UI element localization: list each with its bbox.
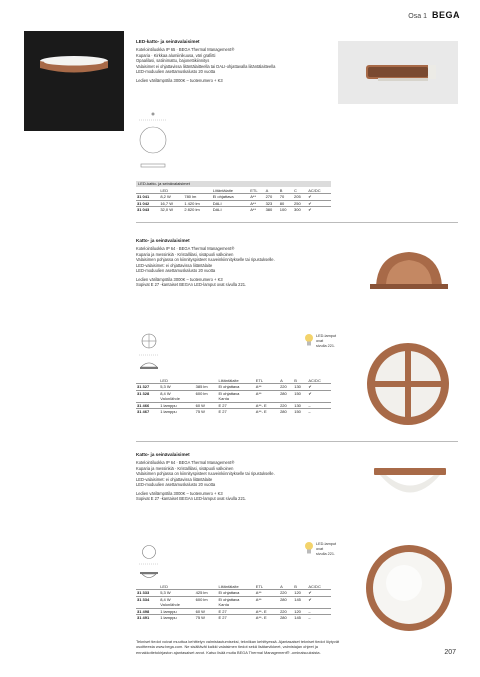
description-line: Kuparia · Kirkkaa alumiinikuusa, väri grafiitti	[136, 52, 216, 58]
col-header: A	[280, 378, 283, 383]
cell: 5,3 W	[159, 590, 194, 596]
description-line: Kotelointiluokka IP 65 · BEGA Thermal Management®	[136, 47, 235, 53]
article-number: 31 498	[136, 608, 159, 614]
dimension-drawing	[137, 545, 161, 585]
cell: 280	[279, 408, 293, 414]
page-header	[408, 9, 460, 21]
col-header: Valonlähde	[160, 602, 180, 608]
section-divider	[136, 222, 458, 223]
cell: 80	[279, 200, 293, 206]
lamp-reference-note: Sopivat E 27 -kantaiset BEGAn LED-lamput ovat sivulla 221.	[136, 496, 247, 502]
cell: DALI	[212, 207, 250, 213]
cell: 130	[293, 402, 307, 408]
cell: Ei ohjattava	[217, 596, 254, 602]
article-number: 31 043	[136, 207, 159, 213]
cell: –	[307, 614, 331, 620]
col-header: B	[279, 188, 283, 193]
led-bulb-icon	[304, 541, 314, 557]
cell: 75 W	[195, 614, 218, 620]
cell: ✔	[307, 590, 331, 596]
cell: 60 W	[195, 608, 218, 614]
col-header: A	[280, 584, 283, 589]
cell: A**- E	[255, 614, 276, 620]
cell: 323	[265, 200, 279, 206]
article-number: 31 042	[136, 200, 159, 206]
bulb-note-line: sivulla 221.	[316, 343, 335, 348]
description-line: Kuparia ja messinkiä · Kristallilasi, sisäpuoli valkoinen	[136, 465, 234, 471]
cell: 70	[279, 194, 293, 200]
cell: –	[307, 408, 331, 414]
product-photo-ceiling-dark	[24, 31, 124, 131]
cell: ✔	[307, 207, 331, 213]
section-led-ceiling-wall	[136, 39, 458, 83]
cell: A**	[255, 596, 276, 602]
cell: ✔	[307, 200, 331, 206]
footer-note	[136, 639, 426, 655]
col-header: AC/DC	[308, 188, 321, 193]
article-number: 31 334	[136, 596, 159, 602]
footer-line: Tekniset tiedot voivat muuttua kehittelyn valmistautumiseksi, tekniikan kehittyessä. Ajantasaiset tekniset tiedot löytyvät	[136, 639, 340, 644]
cell: 250	[293, 200, 307, 206]
col-header: ETL	[255, 378, 264, 383]
cell: A**	[249, 200, 264, 206]
cell: 220	[279, 384, 293, 390]
col-header: AC/DC	[308, 378, 321, 383]
cell: E 27	[217, 402, 254, 408]
cell: –	[307, 402, 331, 408]
cell: ✔	[307, 596, 331, 602]
cell: Ei ohjattava	[217, 390, 254, 396]
cell: 32,0 W	[159, 207, 183, 213]
footer-line: osoitteesta www.bega.com. Ne sisältävät kaikki valaisimen tiedot sekä lisätarvikkeet, valmistajan ohjeet ja	[136, 644, 318, 650]
col-header: Liitäntälaite	[218, 584, 239, 589]
col-header: LED	[160, 584, 168, 589]
bulb-note-line: LED-lamput	[316, 542, 337, 546]
description-line: Valaisimen pohjassa on kiinnityspisteet ruuveinkiinnitykselle tai ripustukselle.	[136, 257, 275, 263]
spec-table	[136, 378, 331, 414]
cell: 8,4 W	[159, 390, 194, 396]
cell: 16,7 W	[159, 200, 183, 206]
cell: 280	[279, 390, 293, 396]
section-title: Katto- ja seinävalaisimet	[136, 238, 190, 243]
cell: A**- E	[255, 402, 276, 408]
cell: 280	[279, 614, 293, 620]
bulb-note-line: ovat	[316, 546, 324, 551]
cell: 8,2 W	[159, 194, 183, 200]
cell: Ei ohjattava	[217, 590, 254, 596]
cell: –	[307, 608, 331, 614]
cell: 380	[265, 207, 279, 213]
article-number: 31 041	[136, 194, 159, 200]
col-header: LED	[160, 188, 169, 193]
part-label: Osa 1	[408, 13, 427, 20]
table-row	[136, 614, 331, 620]
cell: DALI	[212, 200, 250, 206]
cell: A**- E	[255, 608, 276, 614]
cell: 150	[293, 390, 307, 396]
cell: 220	[279, 590, 293, 596]
cell: E 27	[217, 608, 254, 614]
page-number: 207	[444, 649, 456, 656]
description-line: Kotelointiluokka IP 64 · BEGA Thermal Management®	[136, 246, 235, 252]
cell: 1 420 lm	[183, 200, 211, 206]
spec-table	[136, 188, 331, 213]
col-header: ETL	[255, 584, 264, 589]
cell: E 27	[217, 408, 254, 414]
col-header: ETL	[250, 188, 258, 193]
spec-table-section2	[136, 378, 458, 414]
cell: 60 W	[195, 402, 218, 408]
brand-logo: BEGA	[431, 10, 460, 20]
cell: 120	[293, 608, 307, 614]
cell: A**	[255, 390, 276, 396]
cell: E 27	[217, 614, 254, 620]
cell: 145	[293, 614, 307, 620]
cell: 145	[293, 596, 307, 602]
cell: 5,3 W	[159, 384, 194, 390]
cell: 220	[279, 608, 293, 614]
spec-table-section1	[136, 181, 458, 213]
cell: ✔	[307, 384, 331, 390]
section-title: LED-katto- ja seinävalaisimet	[136, 39, 200, 44]
cell: 300	[293, 207, 307, 213]
article-number: 31 467	[136, 408, 159, 414]
table-row	[136, 207, 331, 213]
description-line: LED-moduulien asettamuskalusto 20 vuotta	[136, 69, 216, 75]
description-line: LED-moduulien asettamuskalusto 20 vuotta	[136, 268, 216, 274]
cell: A**- E	[255, 408, 276, 414]
cell: 2 820 lm	[183, 207, 211, 213]
bulb-note-line: sivulla 221.	[316, 551, 335, 556]
cell: 425 lm	[195, 590, 218, 596]
product-photo-opal-side	[366, 460, 454, 510]
description-line: LED-valaisimet: ei ohjattavissa liitäntälaite	[136, 262, 213, 268]
article-number: 31 328	[136, 390, 159, 396]
cell: 780 lm	[183, 194, 211, 200]
cell: A**	[255, 590, 276, 596]
col-header: B	[294, 378, 297, 383]
cell: 1 lamppu	[159, 614, 194, 620]
description-line: Valaisimen pohjassa on kiinnityspisteet ruuveinkiinnitykselle tai ripustukselle.	[136, 471, 275, 477]
color-temperature-note: Ledien värilämpötila 3000K – tuotenumero + K3	[136, 77, 223, 83]
dimension-drawing	[138, 110, 168, 177]
cell: 1 lamppu	[159, 408, 194, 414]
cell: A**	[249, 207, 264, 213]
col-header: LED	[160, 378, 168, 383]
cell: 75 W	[195, 408, 218, 414]
cell: 220	[279, 402, 293, 408]
bulb-note-line: ovat	[316, 338, 324, 343]
spec-table-section3	[136, 584, 458, 620]
cell: A**	[255, 384, 276, 390]
col-header: Kanta	[218, 396, 229, 402]
spec-table	[136, 584, 331, 620]
article-number: 31 327	[136, 384, 159, 390]
cell: 1 lamppu	[159, 402, 194, 408]
cell: 270	[265, 194, 279, 200]
footer-line: ennakkotietokirjaston ajantasaiset arvot. Katso lisää muita BEGA Thermal Management® -ominaisuuksista.	[136, 649, 321, 655]
article-number: 31 491	[136, 614, 159, 620]
cell: Ei ohjattava	[217, 384, 254, 390]
section-divider	[136, 441, 458, 442]
cell: 8,4 W	[159, 596, 194, 602]
bulb-note-line: LED-lamput	[316, 334, 337, 338]
cell: 280	[279, 596, 293, 602]
cell: 1 lamppu	[159, 608, 194, 614]
cell: 130	[293, 384, 307, 390]
description-line: Valaisimet ei ohjattavissa liitäntälaitteella tai DALI-ohjattavalla liitäntälaitteella	[136, 63, 276, 69]
section-title: Katto- ja seinävalaisimet	[136, 452, 190, 457]
article-number: 31 466	[136, 402, 159, 408]
cell: 600 lm	[195, 390, 218, 396]
cell: ✔	[307, 390, 331, 396]
bulb-note	[316, 542, 336, 557]
color-temperature-note: Ledien värilämpötila 3000K – tuotenumero + K3	[136, 276, 223, 282]
col-header: Liitäntälaite	[212, 188, 233, 193]
product-photo-dome-side	[364, 248, 454, 310]
color-temperature-note: Ledien värilämpötila 3000K – tuotenumero + K3	[136, 490, 223, 496]
cell: 600 lm	[195, 596, 218, 602]
dimension-drawing	[137, 333, 161, 377]
description-line: LED-valaisimet: ei ohjattavissa liitäntälaite	[136, 476, 213, 482]
cell: 100	[279, 207, 293, 213]
description-line: Opaalilasi, satiinimattu, bajonettikiinnitys	[136, 58, 210, 64]
description-line: Kotelointiluokka IP 64 · BEGA Thermal Management®	[136, 460, 235, 466]
cell: 120	[293, 590, 307, 596]
col-header: Kanta	[218, 602, 229, 608]
cell: A**	[249, 194, 264, 200]
description-line: LED-moduulien asettamuskalusto 20 vuotta	[136, 482, 216, 488]
bulb-note	[316, 334, 336, 349]
col-header: C	[294, 188, 297, 193]
article-number: 31 333	[136, 590, 159, 596]
col-header: Liitäntälaite	[218, 378, 239, 383]
cell: 205	[293, 194, 307, 200]
table-caption: LED-katto- ja seinävalaisimet	[136, 181, 331, 187]
cell: 150	[293, 408, 307, 414]
cell: 385 lm	[195, 384, 218, 390]
led-bulb-icon	[304, 333, 314, 349]
col-header: AC/DC	[308, 584, 321, 589]
col-header: Valonlähde	[160, 396, 180, 402]
lamp-reference-note: Sopivat E 27 -kantaiset BEGAn LED-lamput ovat sivulla 221.	[136, 282, 247, 288]
col-header: A	[265, 188, 269, 193]
cell: Ei ohjattava	[212, 194, 250, 200]
table-row	[136, 408, 331, 414]
description-line: Kuparia ja messinkiä · Kristallilasi, sisäpuoli valkoinen	[136, 251, 234, 257]
cell: ✔	[307, 194, 331, 200]
col-header: B	[294, 584, 297, 589]
